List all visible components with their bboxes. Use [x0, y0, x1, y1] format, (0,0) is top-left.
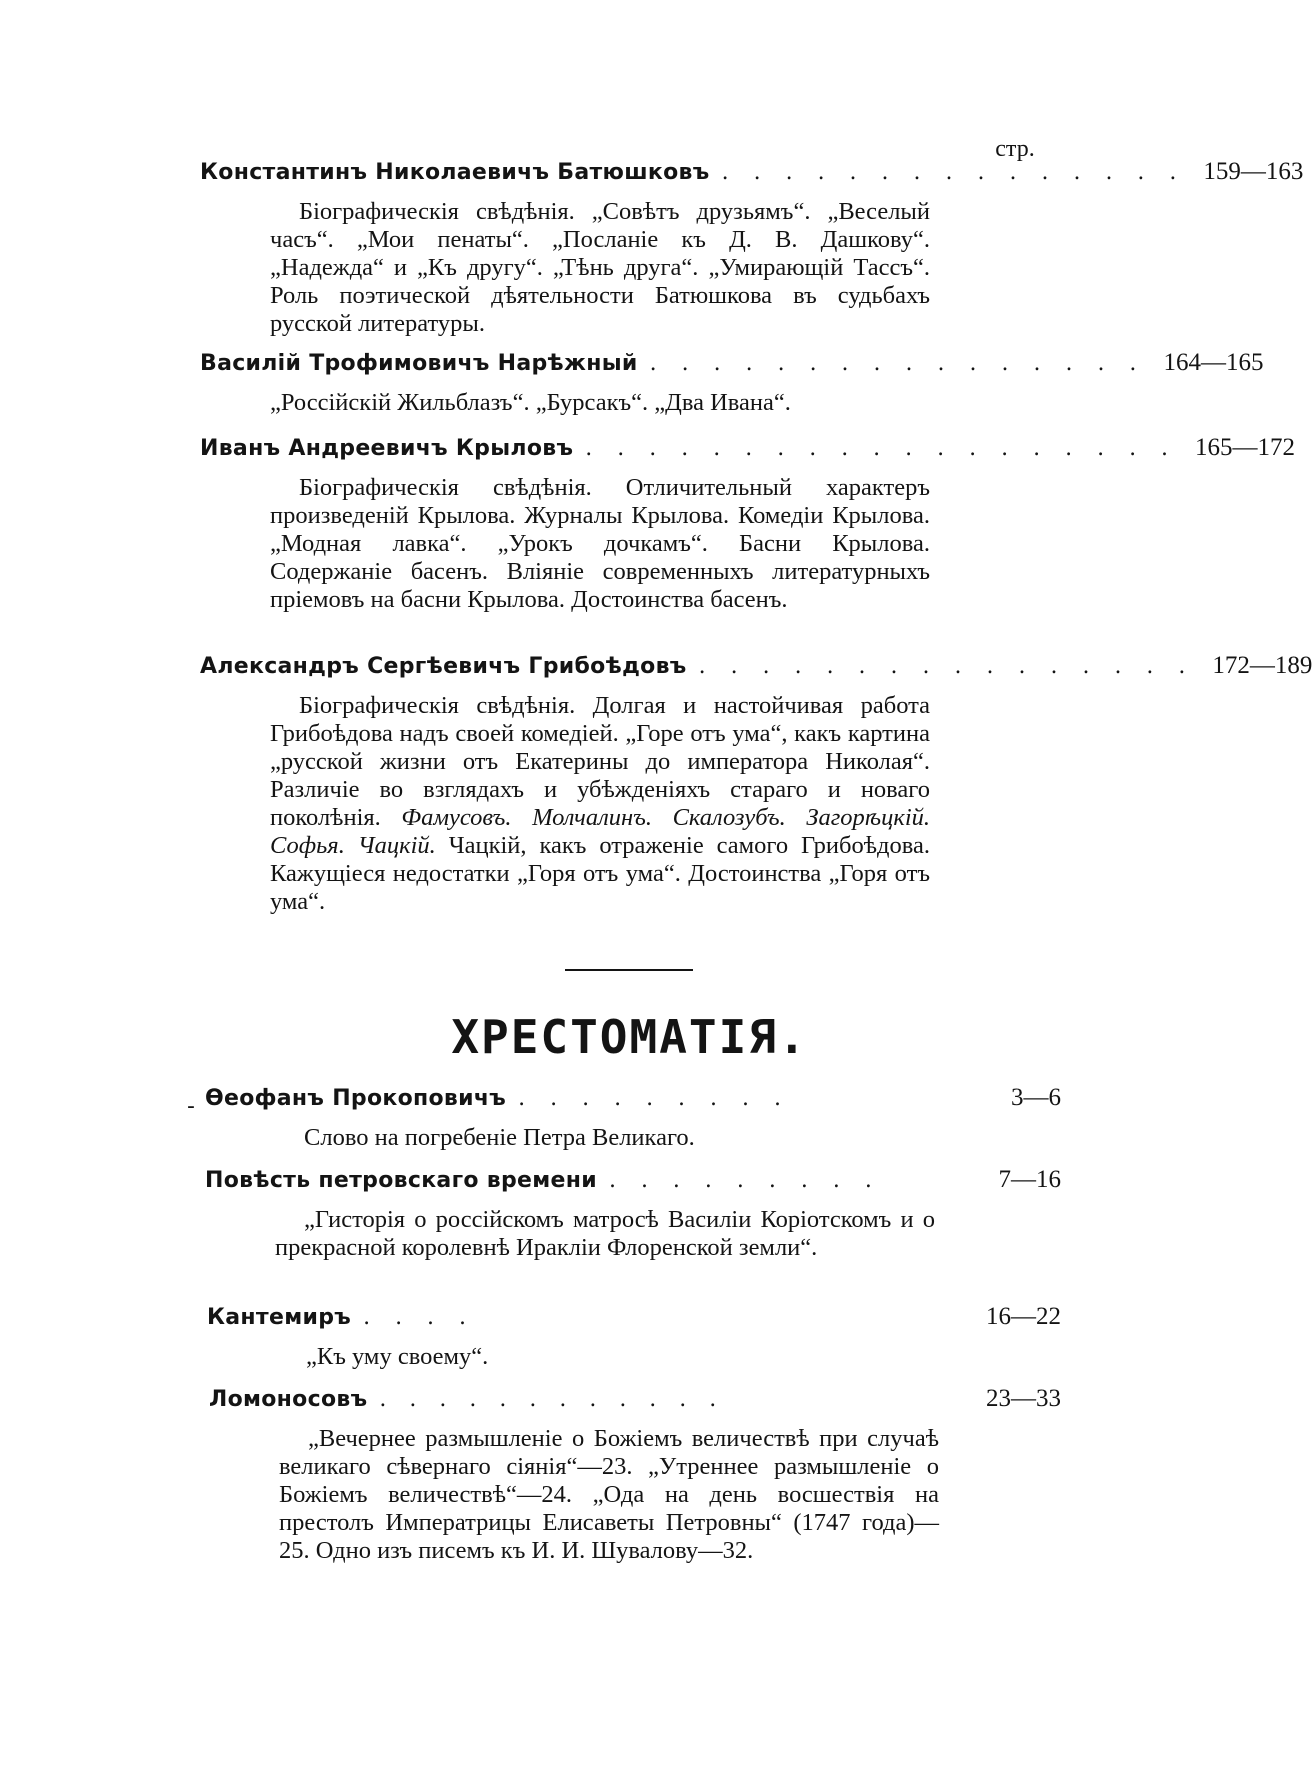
section-title: ХРЕСТОМАТІЯ.	[451, 1010, 808, 1064]
page-range: 16—22	[986, 1303, 1061, 1330]
description-text: „Россійскій Жильблазъ“. „Бурсакъ“. „Два Ивана“.	[270, 389, 791, 416]
toc-entry-head	[200, 158, 1304, 198]
description-text: Біографическія свѣдѣнія. „Совѣтъ друзьямъ“. „Веселый часъ“. „Мои пенаты“. „Посланіе къ Д. В. Дашкову“. „Надежда“ и „Къ другу“. „Тѣнь друга“. „Умирающій Тассъ“. Роль поэтической дѣятельности Батюшкова въ судьбахъ русской литературы.	[270, 198, 930, 337]
toc-entry-narezhny	[200, 349, 1264, 417]
leader-dots: . . . . . . . . . . . . . . .	[721, 160, 1186, 185]
page-range: 172—189	[1212, 652, 1312, 679]
toc-entry-head	[205, 1084, 1061, 1124]
leader-dots: . . . . . . . . .	[518, 1086, 791, 1111]
toc-entry-head	[200, 652, 1312, 692]
toc-entry-griboedov	[200, 652, 1312, 916]
page-range: 3—6	[1011, 1084, 1061, 1111]
leader-dots: . . . . . . . . . . . .	[379, 1387, 725, 1412]
description-text: Біографическія свѣдѣнія. Отличительный характеръ произведеній Крылова. Журналы Крылова. Комедіи Крылова. „Модная лавка“. „Урокъ дочкамъ“. Басни Крылова. Содержаніе басенъ. Вліяніе современныхъ литературныхъ пріемовъ на басни Крылова. Достоинства басенъ.	[270, 474, 930, 613]
entry-description	[275, 1124, 935, 1152]
entry-description	[277, 1343, 937, 1371]
page-range: 23—33	[986, 1385, 1061, 1412]
author-name: Константинъ Николаевичъ Батюшковъ	[200, 160, 710, 185]
description-text: „Вечернее размышленіе о Божіемъ величествѣ при случаѣ великаго сѣвернаго сіянія“—23. „Утреннее размышленіе о Божіемъ величествѣ“—24. „Ода на день восшествія на престолъ Императрицы Елисаветы Петровны“ (1747 года)—25. Одно изъ писемъ къ И. И. Шувалову—32.	[279, 1425, 939, 1564]
author-name: Иванъ Андреевичъ Крыловъ	[200, 436, 574, 461]
toc-entry-head	[200, 434, 1296, 474]
toc-entry-head	[205, 1166, 1061, 1206]
entry-description	[270, 198, 930, 338]
chrestomathy-entry-povest	[205, 1166, 1061, 1262]
toc-entry-head	[209, 1385, 1061, 1425]
leader-dots: . . . . . . . . . . . . . . . .	[698, 654, 1195, 679]
description-text: „Гисторія о россійскомъ матросѣ Василіи Коріотскомъ и о прекрасной королевнѣ Иракліи Флоренской земли“.	[275, 1206, 935, 1261]
entry-description	[270, 389, 930, 417]
leader-dots: . . . . . . . . .	[608, 1168, 881, 1193]
entry-description	[270, 474, 930, 614]
margin-mark: -	[187, 1094, 195, 1119]
leader-dots: . . . . . . . . . . . . . . . . . . .	[585, 436, 1178, 461]
toc-entry-head	[200, 349, 1264, 389]
page-range: 159—163	[1203, 158, 1304, 185]
description-text: Біографическія свѣдѣнія. Долгая и настойчивая работа Грибоѣдова надъ своей комедіей. „Горе отъ ума“, какъ картина „русской жизни отъ Екатерины до императора Николая“. Различіе во взглядахъ и убѣжденіяхъ стараго и новаго поколѣнія.	[270, 692, 930, 831]
page-range: 164—165	[1163, 349, 1264, 376]
title-name: Повѣсть петровскаго времени	[205, 1168, 597, 1193]
description-text: Чацкій, какъ отраженіе самого Грибоѣдова. Кажущіеся недостатки „Горя отъ ума“. Достоинства „Горя отъ ума“.	[270, 832, 930, 915]
entry-description	[275, 1206, 935, 1262]
author-name: Александръ Сергѣевичъ Грибоѣдовъ	[200, 654, 687, 679]
toc-entry-batyushkov	[200, 158, 1304, 338]
description-text: Слово на погребеніе Петра Великаго.	[304, 1124, 695, 1151]
entry-description	[270, 692, 930, 916]
toc-entry-head	[207, 1303, 1061, 1343]
chrestomathy-entry-kantemir	[207, 1303, 1061, 1371]
section-divider	[565, 969, 693, 971]
author-name: Василій Трофимовичъ Нарѣжный	[200, 351, 638, 376]
leader-dots: . . . .	[363, 1305, 476, 1330]
description-italic-characters: Фамусовъ. Молчалинъ. Скалозубъ. Загорѣцкій. Софья. Чацкій.	[270, 804, 930, 859]
author-name: Ломоносовъ	[209, 1387, 368, 1412]
page-range: 7—16	[998, 1166, 1061, 1193]
chrestomathy-entry-prokopovich	[205, 1084, 1061, 1152]
author-name: Кантемиръ	[207, 1305, 352, 1330]
page-range: 165—172	[1195, 434, 1296, 461]
chrestomathy-entry-lomonosov	[209, 1385, 1061, 1565]
entry-description	[279, 1425, 939, 1565]
leader-dots: . . . . . . . . . . . . . . . .	[649, 351, 1146, 376]
author-name: Ѳеофанъ Прокоповичъ	[205, 1086, 507, 1111]
description-text: „Къ уму своему“.	[306, 1343, 489, 1370]
toc-entry-krylov	[200, 434, 1296, 614]
page-column-label: стр.	[995, 136, 1035, 162]
